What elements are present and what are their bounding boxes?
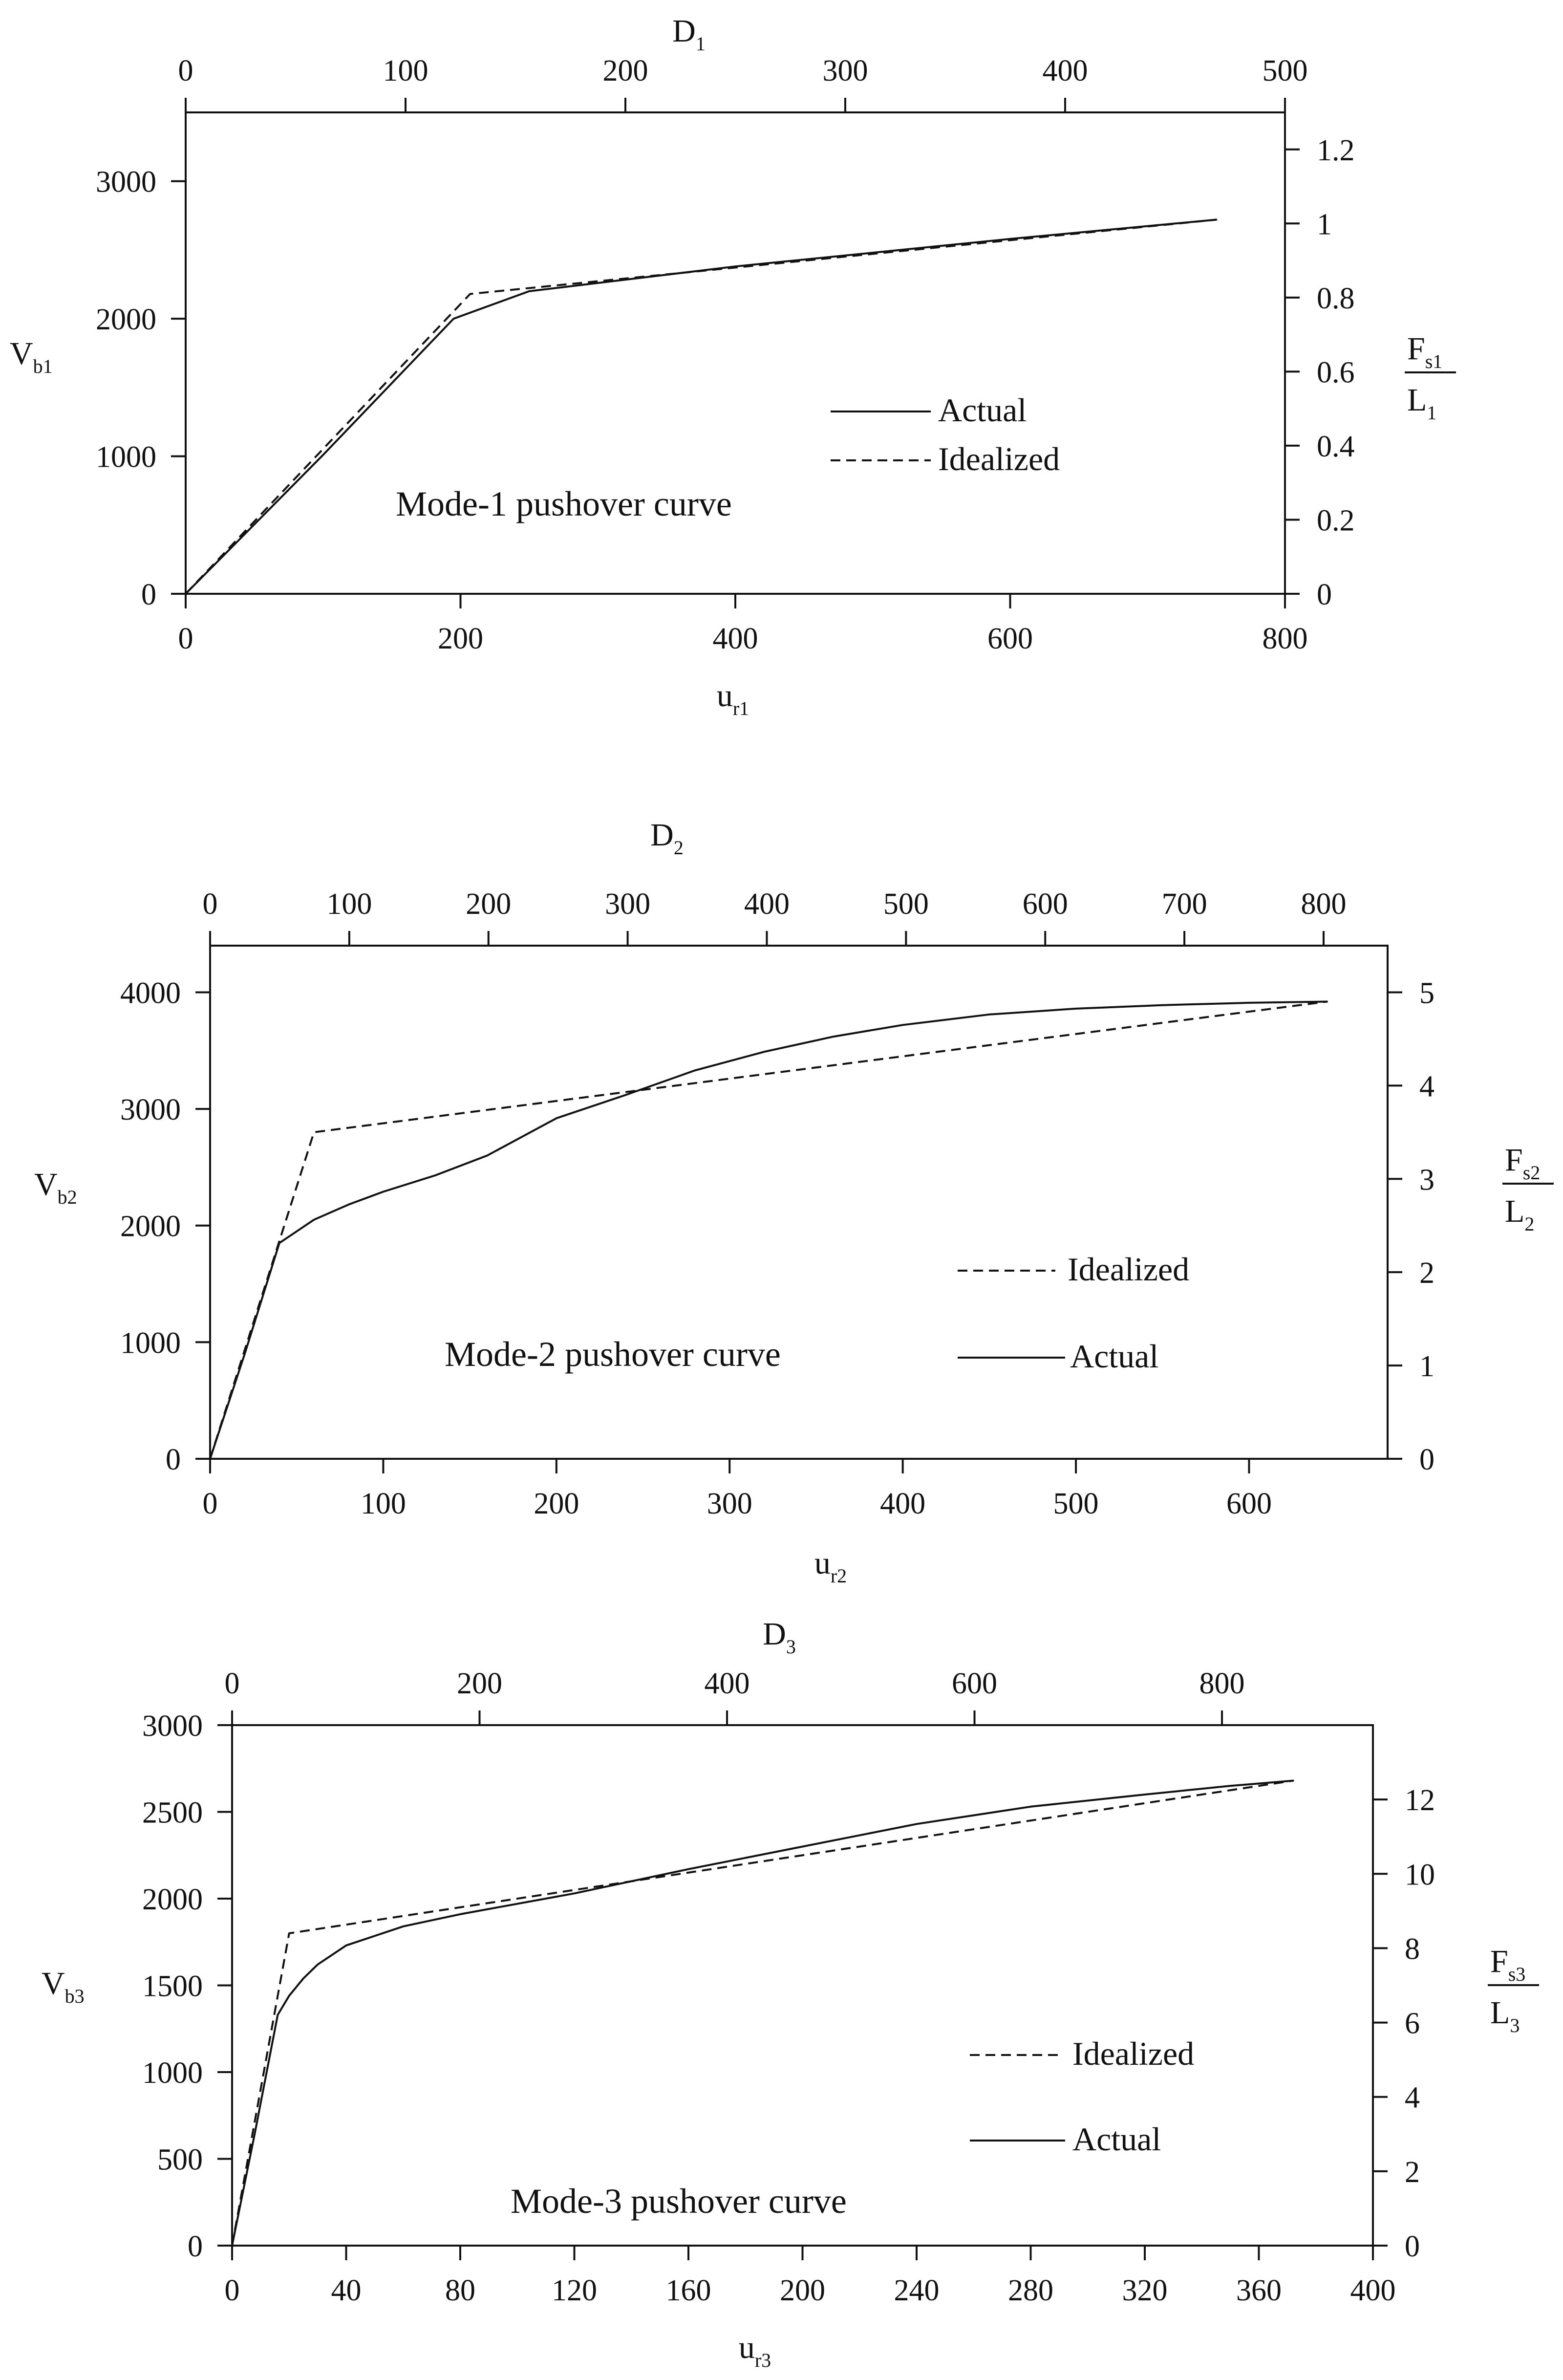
y-left-tick-label: 1000 — [120, 1326, 181, 1360]
plot-frame — [232, 1725, 1373, 2246]
x-bottom-tick-label: 160 — [665, 2274, 711, 2307]
legend — [970, 2035, 1194, 2158]
svg-text:L2: $L_2$ — [1505, 1193, 1535, 1235]
mode-3-chart — [42, 1616, 1539, 2371]
mode-1-chart — [10, 13, 1456, 719]
y-right-axis-title — [1488, 1944, 1539, 2036]
series-line-actual — [186, 220, 1216, 594]
x-bottom-tick-label: 120 — [552, 2274, 597, 2307]
x-top-tick-label: 100 — [383, 54, 428, 87]
y-right-tick-label: 4 — [1419, 1070, 1435, 1103]
y-right-tick-label: 10 — [1405, 1858, 1435, 1892]
y-right-tick-label: 6 — [1405, 2007, 1420, 2040]
y-right-tick-label: 0.8 — [1317, 281, 1355, 315]
x-bottom-tick-label: 0 — [202, 1487, 218, 1520]
axis-ticks — [171, 98, 1300, 608]
x-bottom-tick-label: 200 — [534, 1487, 579, 1520]
x-bottom-tick-label: 360 — [1236, 2274, 1282, 2307]
x-top-tick-label: 800 — [1301, 887, 1347, 921]
x-bottom-tick-label: 600 — [987, 622, 1033, 655]
y-left-tick-label: 3000 — [142, 1709, 203, 1743]
y-right-tick-label: 4 — [1405, 2081, 1420, 2115]
x-top-tick-label: 300 — [822, 54, 868, 87]
tick-labels — [120, 887, 1435, 1520]
y-left-tick-label: 0 — [188, 2230, 203, 2263]
y-left-axis-title: $V_{b3}$ — [42, 1966, 85, 2007]
x-top-tick-label: 400 — [704, 1667, 750, 1700]
svg-text:Fs1: $F_{s1}$ — [1407, 331, 1443, 372]
series-group — [186, 220, 1216, 594]
x-bottom-axis-title: $u_{r2}$ — [814, 1545, 847, 1587]
y-left-tick-label: 2500 — [142, 1796, 203, 1830]
series-line-idealized — [186, 220, 1216, 594]
x-bottom-tick-label: 40 — [331, 2274, 362, 2307]
x-bottom-tick-label: 200 — [780, 2274, 825, 2307]
x-bottom-tick-label: 400 — [712, 622, 758, 655]
y-left-tick-label: 500 — [157, 2143, 203, 2177]
x-bottom-tick-label: 80 — [445, 2274, 475, 2307]
x-top-tick-label: 0 — [224, 1667, 240, 1700]
x-top-tick-label: 200 — [457, 1667, 503, 1700]
series-group — [210, 1002, 1327, 1459]
series-line-actual — [232, 1781, 1293, 2246]
x-top-tick-label: 500 — [1262, 54, 1308, 87]
y-left-tick-label: 0 — [141, 578, 156, 611]
x-top-tick-label: 600 — [1022, 887, 1068, 921]
chart-annotation: Mode-3 pushover curve — [511, 2182, 847, 2221]
legend — [958, 1251, 1189, 1375]
y-right-tick-label: 0.6 — [1317, 356, 1355, 389]
x-bottom-tick-label: 100 — [360, 1487, 406, 1520]
svg-text:L3: $L_3$ — [1490, 1995, 1520, 2036]
y-right-tick-label: 3 — [1419, 1163, 1435, 1197]
x-top-tick-label: 700 — [1161, 887, 1207, 921]
y-right-tick-label: 0.2 — [1317, 504, 1355, 538]
x-bottom-tick-label: 400 — [1350, 2274, 1396, 2307]
x-bottom-axis-title: $u_{r1}$ — [716, 678, 749, 719]
x-top-tick-label: 500 — [883, 887, 929, 921]
y-left-tick-label: 2000 — [96, 303, 156, 337]
x-top-axis-title: $D_1$ — [672, 13, 706, 55]
plot-frame — [186, 112, 1285, 594]
y-left-tick-label: 1000 — [142, 2056, 203, 2090]
legend-label-actual: Actual — [1072, 2120, 1161, 2158]
x-top-axis-title: $D_3$ — [763, 1616, 796, 1658]
y-right-tick-label: 1 — [1419, 1350, 1435, 1384]
y-right-tick-label: 1.2 — [1317, 133, 1355, 167]
svg-text:Fs2: $F_{s2}$ — [1505, 1142, 1541, 1184]
x-bottom-tick-label: 280 — [1008, 2274, 1053, 2307]
x-top-tick-label: 200 — [466, 887, 512, 921]
y-left-axis-title: $V_{b1}$ — [10, 336, 53, 377]
tick-labels — [96, 54, 1355, 655]
y-left-tick-label: 2000 — [142, 1883, 203, 1916]
y-right-tick-label: 2 — [1419, 1256, 1435, 1290]
legend — [831, 391, 1060, 477]
x-bottom-axis-title: $u_{r3}$ — [738, 2330, 771, 2371]
x-bottom-tick-label: 320 — [1122, 2274, 1168, 2307]
series-group — [232, 1781, 1293, 2246]
y-left-tick-label: 3000 — [120, 1093, 181, 1127]
x-top-tick-label: 0 — [202, 887, 218, 921]
chart-annotation: Mode-2 pushover curve — [445, 1335, 781, 1374]
x-bottom-tick-label: 500 — [1053, 1487, 1099, 1520]
series-line-actual — [210, 1002, 1327, 1459]
series-line-idealized — [232, 1781, 1293, 2246]
y-right-tick-label: 0 — [1317, 578, 1332, 611]
mode-2-chart — [34, 817, 1554, 1587]
y-left-tick-label: 0 — [166, 1443, 181, 1476]
x-bottom-tick-label: 300 — [707, 1487, 752, 1520]
chart-annotation: Mode-1 pushover curve — [396, 484, 732, 523]
x-bottom-tick-label: 800 — [1262, 622, 1308, 655]
y-left-tick-label: 2000 — [120, 1210, 181, 1243]
legend-label-actual: Actual — [1070, 1338, 1159, 1375]
x-top-tick-label: 0 — [178, 54, 193, 87]
y-right-tick-label: 0 — [1419, 1443, 1435, 1476]
legend-label-idealized: Idealized — [938, 440, 1060, 477]
x-bottom-tick-label: 240 — [894, 2274, 940, 2307]
svg-text:Fs3: $F_{s3}$ — [1490, 1944, 1526, 1985]
x-top-tick-label: 400 — [744, 887, 790, 921]
y-left-tick-label: 1000 — [96, 440, 156, 474]
x-bottom-tick-label: 600 — [1226, 1487, 1272, 1520]
y-right-tick-label: 5 — [1419, 976, 1435, 1010]
y-right-tick-label: 8 — [1405, 1932, 1420, 1966]
y-right-tick-label: 2 — [1405, 2155, 1420, 2189]
plot-frame — [210, 946, 1388, 1459]
x-top-tick-label: 600 — [952, 1667, 998, 1700]
legend-label-idealized: Idealized — [1072, 2035, 1195, 2072]
series-line-idealized — [210, 1002, 1327, 1459]
x-top-tick-label: 100 — [326, 887, 372, 921]
x-bottom-tick-label: 200 — [438, 622, 483, 655]
x-bottom-tick-label: 0 — [224, 2274, 240, 2307]
legend-label-idealized: Idealized — [1068, 1251, 1190, 1288]
y-right-tick-label: 1 — [1317, 208, 1332, 241]
x-top-axis-title: $D_2$ — [650, 817, 684, 859]
x-top-tick-label: 400 — [1042, 54, 1088, 87]
y-right-tick-label: 0.4 — [1317, 430, 1355, 463]
y-right-tick-label: 12 — [1405, 1784, 1435, 1817]
x-top-tick-label: 200 — [602, 54, 648, 87]
svg-text:L1: $L_1$ — [1407, 382, 1437, 424]
x-bottom-tick-label: 0 — [178, 622, 193, 655]
x-bottom-tick-label: 400 — [880, 1487, 926, 1520]
x-top-tick-label: 300 — [605, 887, 651, 921]
axis-ticks — [195, 931, 1402, 1473]
legend-label-actual: Actual — [938, 391, 1027, 429]
y-right-tick-label: 0 — [1405, 2230, 1420, 2263]
y-left-tick-label: 3000 — [96, 165, 156, 199]
y-right-axis-title — [1502, 1142, 1554, 1235]
y-left-axis-title: $V_{b2}$ — [34, 1167, 77, 1208]
y-left-tick-label: 1500 — [142, 1969, 203, 2003]
y-left-tick-label: 4000 — [120, 976, 181, 1010]
x-top-tick-label: 800 — [1199, 1667, 1245, 1700]
y-right-axis-title — [1405, 331, 1456, 424]
